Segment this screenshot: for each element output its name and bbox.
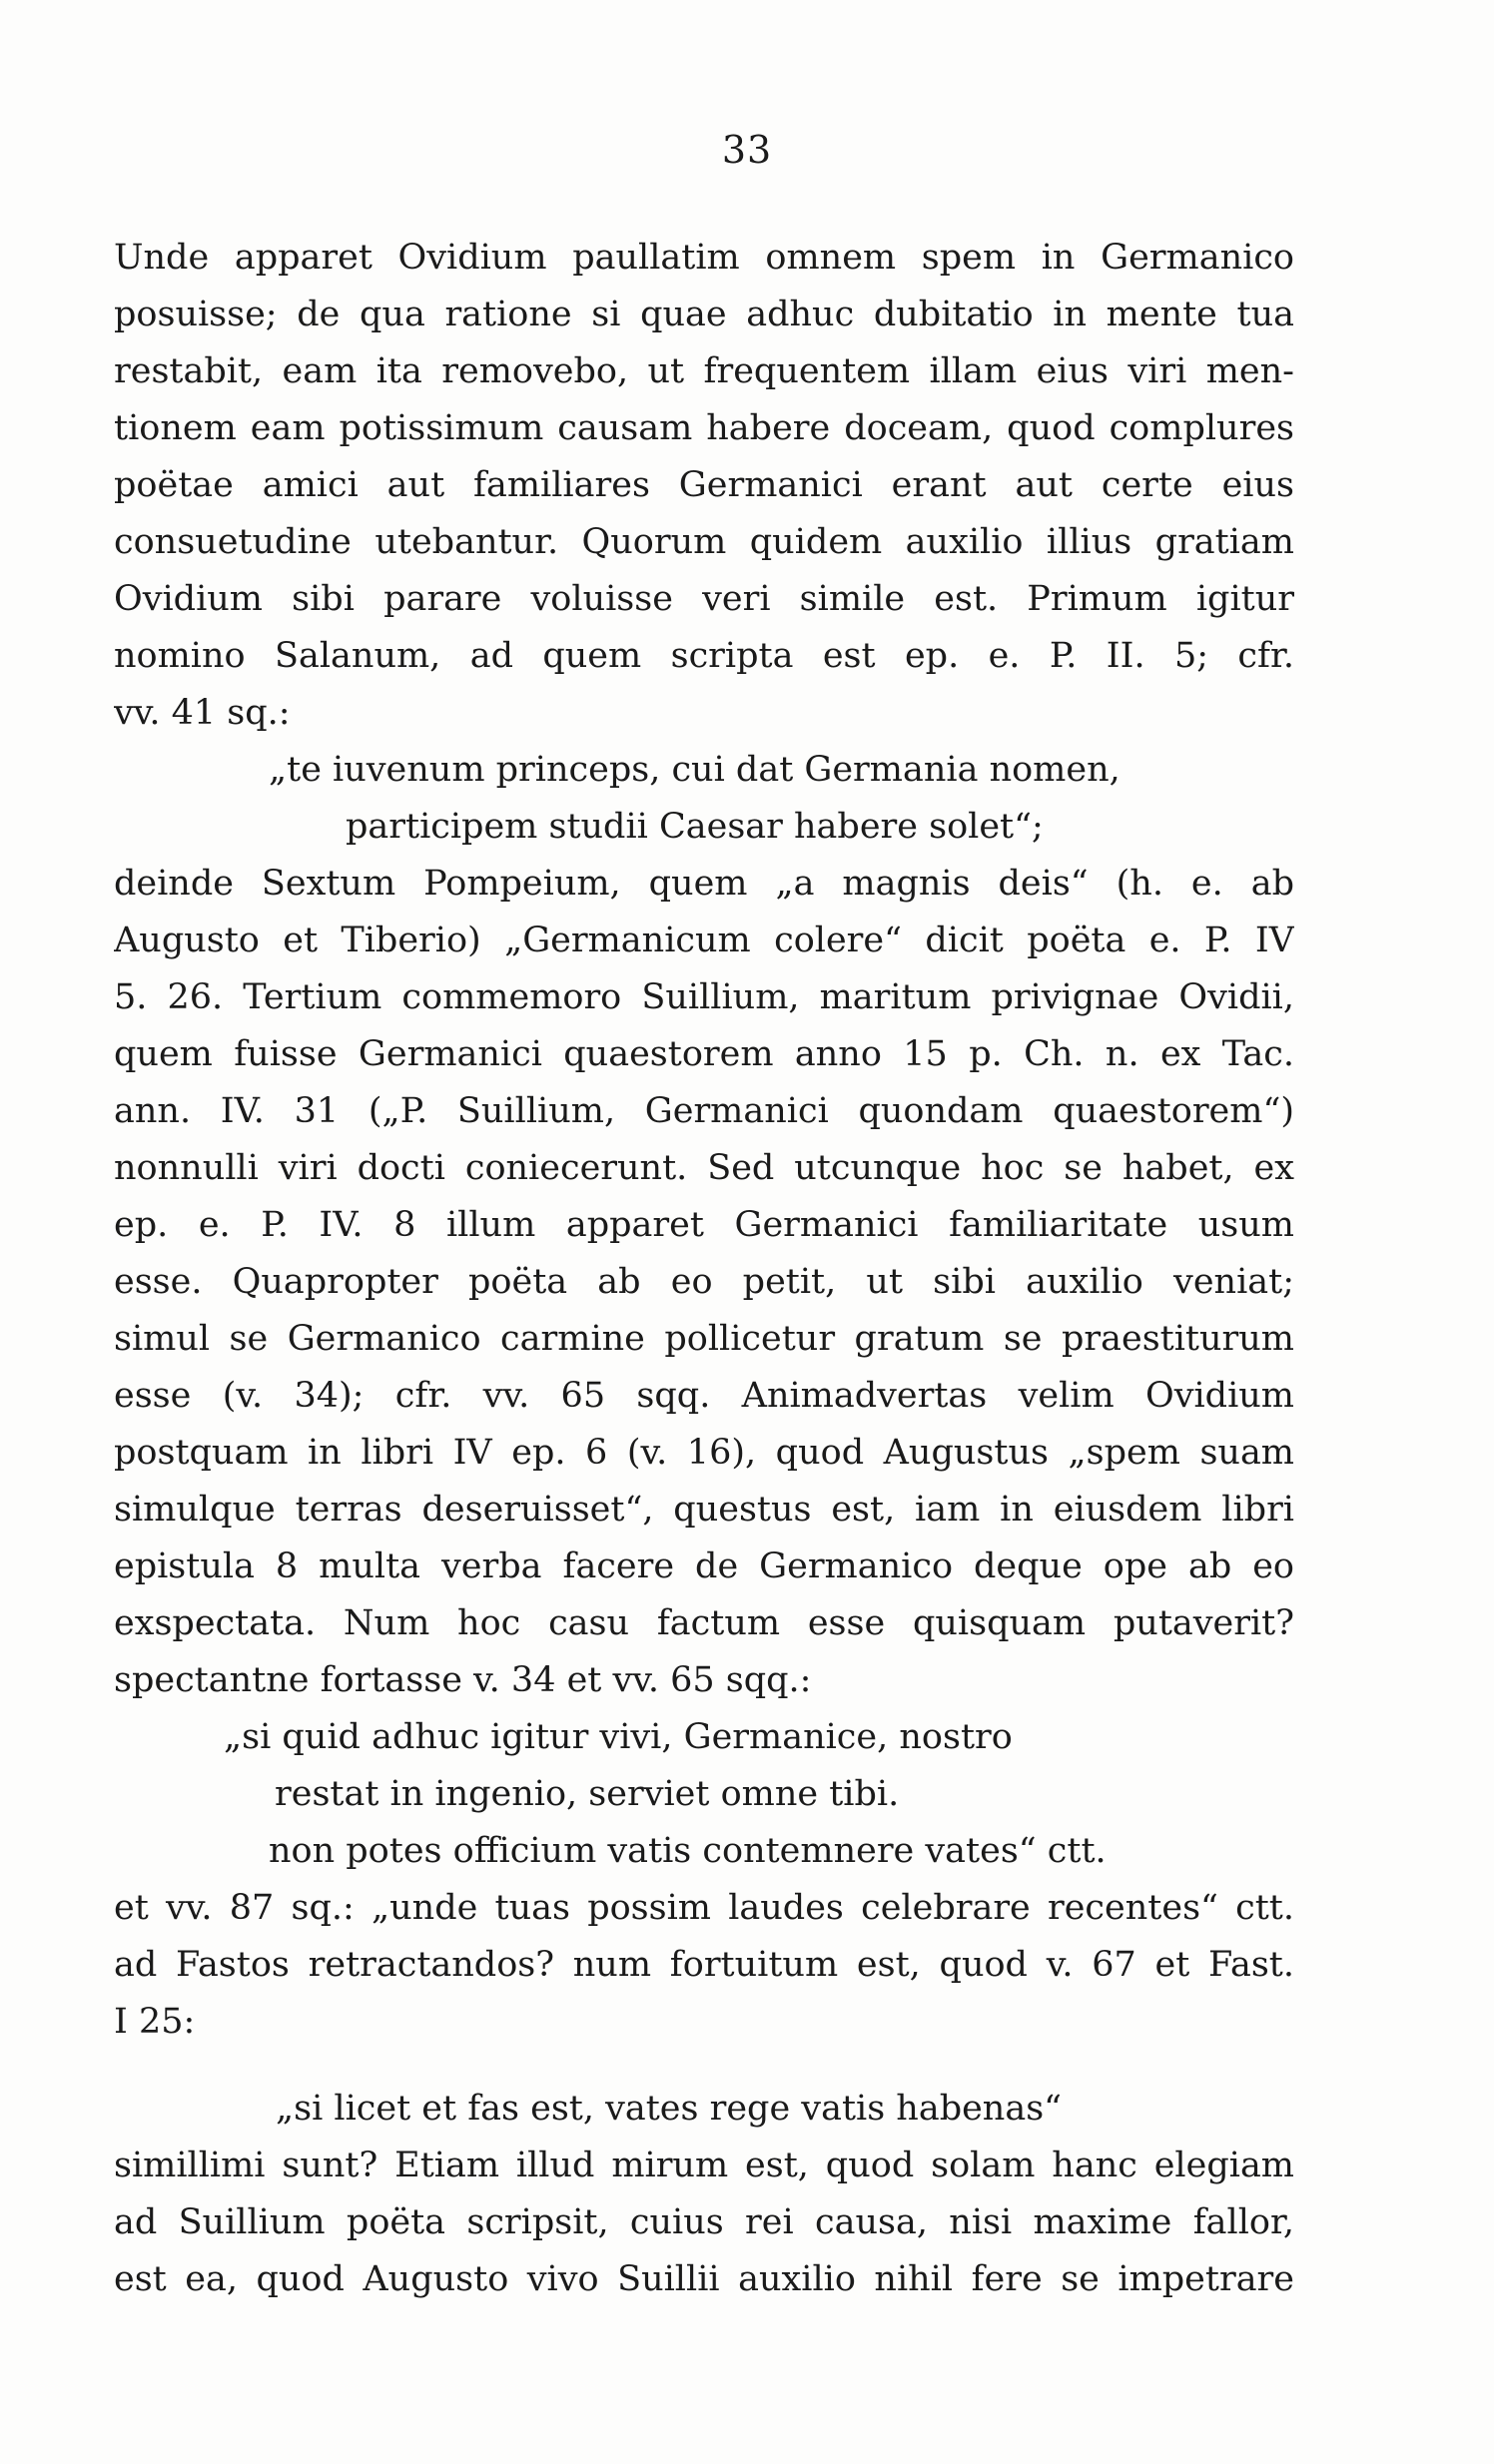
verse-line: „te iuvenum princeps, cui dat Germania nomen, (269, 750, 1120, 790)
text-line: restabit, eam ita removebo, ut frequentem illam eius viri men- (114, 351, 1294, 391)
text-line: spectantne fortasse v. 34 et vv. 65 sqq.: (114, 1660, 812, 1700)
verse-line: restat in ingenio, serviet omne tibi. (275, 1774, 900, 1814)
text-line: esse. Quapropter poëta ab eo petit, ut sibi auxilio veniat; (114, 1262, 1294, 1302)
text-line: quem fuisse Germanici quaestorem anno 15 p. Ch. n. ex Tac. (114, 1034, 1294, 1074)
verse-line: „si quid adhuc igitur vivi, Germanice, nostro (224, 1717, 1013, 1757)
text-line: I 25: (114, 2002, 196, 2042)
text-line: et vv. 87 sq.: „unde tuas possim laudes celebrare recentes“ ctt. (114, 1888, 1294, 1928)
verse-line: participem studii Caesar habere solet“; (346, 807, 1044, 847)
text-line: posuisse; de qua ratione si quae adhuc dubitatio in mente tua (114, 295, 1294, 334)
text-line: poëtae amici aut familiares Germanici erant aut certe eius (114, 465, 1294, 505)
verse-line: „si licet et fas est, vates rege vatis habenas“ (276, 2089, 1063, 2129)
text-line: nonnulli viri docti coniecerunt. Sed utcunque hoc se habet, ex (114, 1148, 1294, 1188)
text-line: nomino Salanum, ad quem scripta est ep. e. P. II. 5; cfr. (114, 636, 1294, 676)
text-line: Unde apparet Ovidium paullatim omnem spem in Germanico (114, 238, 1294, 278)
verse-spacing (114, 2051, 1294, 2081)
text-line: 5. 26. Tertium commemoro Suillium, maritum privignae Ovidii, (114, 977, 1294, 1017)
text-line: epistula 8 multa verba facere de Germanico deque ope ab eo (114, 1546, 1294, 1586)
text-line: ad Suillium poëta scripsit, cuius rei causa, nisi maxime fallor, (114, 2202, 1294, 2242)
text-line: ad Fastos retractandos? num fortuitum est, quod v. 67 et Fast. (114, 1945, 1294, 1985)
text-line: Augusto et Tiberio) „Germanicum colere“ dicit poëta e. P. IV (114, 921, 1294, 960)
text-line: deinde Sextum Pompeium, quem „a magnis deis“ (h. e. ab (114, 864, 1294, 904)
text-line: ep. e. P. IV. 8 illum apparet Germanici familiaritate usum (114, 1205, 1294, 1245)
text-line: simul se Germanico carmine pollicetur gratum se praestiturum (114, 1319, 1294, 1359)
text-line: Ovidium sibi parare voluisse veri simile est. Primum igitur (114, 579, 1294, 619)
text-line: postquam in libri IV ep. 6 (v. 16), quod Augustus „spem suam (114, 1433, 1294, 1473)
text-line: est ea, quod Augusto vivo Suillii auxilio nihil fere se impetrare (114, 2259, 1294, 2299)
page-number: 33 (721, 128, 773, 172)
body-text (114, 230, 1294, 2308)
text-line: exspectata. Num hoc casu factum esse quisquam putaverit? (114, 1603, 1294, 1643)
text-line: simulque terras deseruisset“, questus est, iam in eiusdem libri (114, 1490, 1294, 1530)
text-line: simillimi sunt? Etiam illud mirum est, quod solam hanc elegiam (114, 2146, 1294, 2185)
text-line: esse (v. 34); cfr. vv. 65 sqq. Animadvertas velim Ovidium (114, 1376, 1294, 1416)
text-line: consuetudine utebantur. Quorum quidem auxilio illius gratiam (114, 522, 1294, 562)
text-line: tionem eam potissimum causam habere doceam, quod complures (114, 408, 1294, 448)
verse-line: non potes officium vatis contemnere vates“ ctt. (269, 1831, 1107, 1871)
text-line: ann. IV. 31 („P. Suillium, Germanici quondam quaestorem“) (114, 1091, 1294, 1131)
text-line: vv. 41 sq.: (114, 693, 291, 733)
